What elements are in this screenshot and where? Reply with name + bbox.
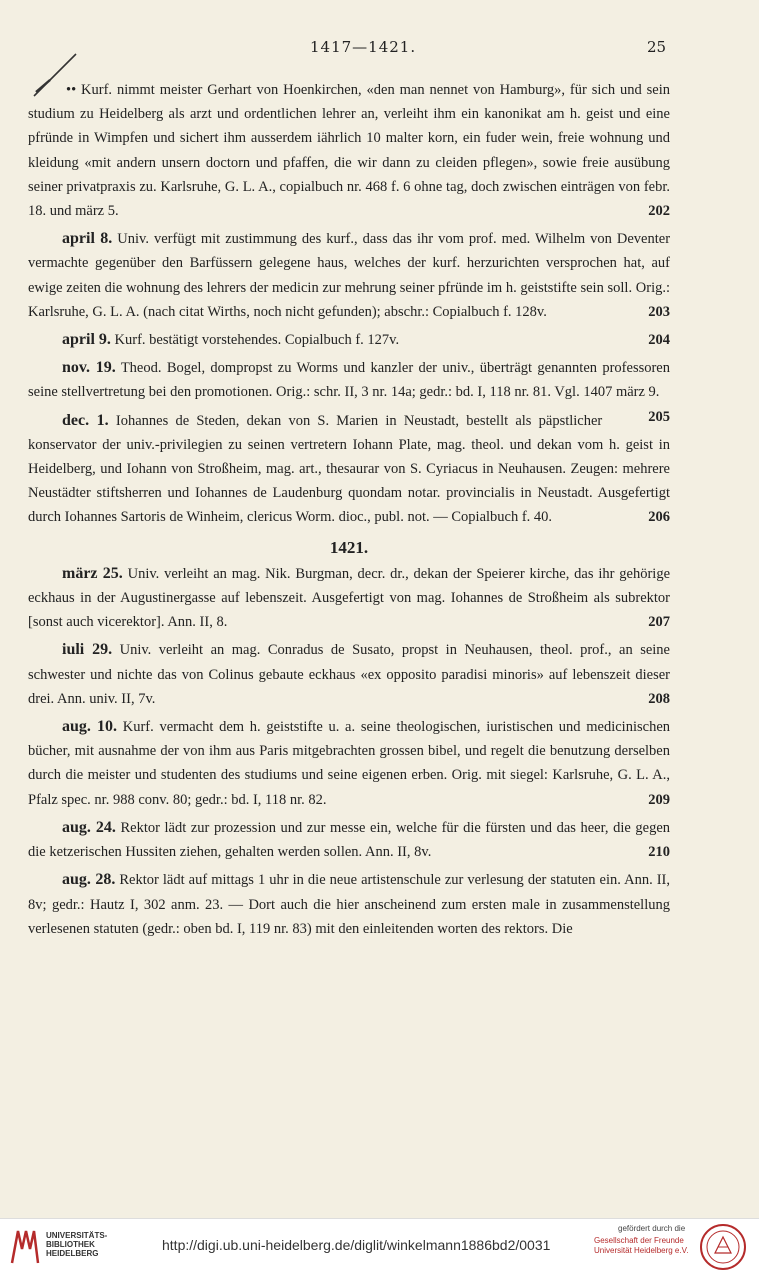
- permalink-url[interactable]: http://digi.ub.uni-heidelberg.de/diglit/winkelmann1886bd2/0031: [162, 1237, 551, 1253]
- entry-text: Iohannes de Steden, dekan von S. Marien in Neustadt, bestellt als päpstlicher konservator der univ.-privilegien zu seinen vertretern Iohann Plate, mag. theol. und dekan vom h. geist in Heidelberg, und Iohann von Stroßheim, mag. art., thesaurar von S. Cyriacus in Neuhausen. Zeugen: mehrere Neustädter stiftsherren und Iohannes de Laudenburg quondam notar. provincialis in Neustadt. Ausgefertigt durch Iohannes Sartoris de Winheim, clericus Worm. dioc., publ. not. — Copialbuch f. 40.: [28, 412, 670, 526]
- header-years: 1417—1421.: [310, 38, 417, 56]
- entry-date: aug. 28.: [62, 871, 116, 889]
- entry-date: märz 25.: [62, 564, 123, 582]
- entry-206: [28, 409, 670, 530]
- entry-date: nov. 19.: [62, 359, 116, 377]
- entry-number: 210: [648, 844, 670, 861]
- entry-210: [28, 816, 670, 864]
- entry-number: 209: [648, 791, 670, 808]
- entry-202: [28, 78, 670, 223]
- entry-204: [28, 328, 670, 352]
- entry-text: Rektor lädt zur prozession und zur messe ein, welche für die fürsten und das heer, die gegen die ketzerischen Hussiten ziehen, gehalten werden sollen. Ann. II, 8v.: [28, 819, 670, 861]
- entry-text: Univ. verleiht an mag. Nik. Burgman, decr. dr., dekan der Speierer kirche, das ihr gehörige eckhaus in der Augustinergasse auf lebenszeit. Ausgefertigt von mag. Iohannes de Stroßheim als subrektor [sonst auch vicerektor]. Ann. II, 8.: [28, 565, 671, 631]
- viewer-footer: [0, 1218, 759, 1273]
- entry-text: Theod. Bogel, dompropst zu Worms und kanzler der univ., überträgt genannten professoren seine stellvertretung bei den promotionen. Orig.: schr. II, 3 nr. 14a; gedr.: bd. I, 118 nr. 81. Vgl. 1407 märz 9.: [28, 360, 670, 401]
- sponsor-block: [578, 1224, 698, 1256]
- entry-number: 202: [648, 203, 670, 220]
- entry-text: Rektor lädt auf mittags 1 uhr in die neue artistenschule zur verlesung der statuten ein. Ann. II, 8v; gedr.: Hautz I, 302 anm. 23. — Dort auch die hier anscheinend zum ersten male in zusammenstellung verlesenen statuten (gedr.: oben bd. I, 119 nr. 83) mit den einleitenden worten des rektors. Die: [28, 872, 671, 937]
- entry-number: 205: [648, 408, 670, 425]
- entry-date: aug. 24.: [62, 818, 116, 836]
- sponsor-org-line2: Universität Heidelberg e.V.: [594, 1246, 689, 1255]
- running-header: [0, 36, 759, 60]
- entry-number: 203: [648, 303, 670, 320]
- library-name: UNIVERSITÄTS-BIBLIOTHEK HEIDELBERG: [46, 1231, 108, 1258]
- entry-text: •• Kurf. nimmt meister Gerhart von Hoenkirchen, «den man nennet von Hamburg», für sich und sein studium zu Heidelberg als arzt und ordentlichen lehrer an, verleiht ihm ein kanonikat am h. geist und eine pfründe in Wimpfen und sichert ihm ausserdem iährlich 10 malter korn, ein fuder wein, freie wohnung und kleidung «mit andern unsern doctorn und pfaffen, die wir dann zu cleiden pflegen», sowie freie ausübung seiner privatpraxis zu. Karlsruhe, G. L. A., copialbuch nr. 468 f. 6 ohne tag, doch zwischen einträgen von febr. 18. und märz 5.: [28, 82, 670, 220]
- entry-number: 206: [648, 509, 670, 526]
- entry-number: 208: [648, 690, 670, 707]
- sponsor-org-line1: Gesellschaft der Freunde: [594, 1236, 684, 1245]
- page-number: 25: [647, 38, 667, 56]
- entry-203: [28, 227, 670, 324]
- year-heading: 1421.: [329, 537, 369, 557]
- entry-208: [28, 638, 670, 711]
- entry-number: 204: [648, 332, 670, 349]
- entry-date: aug. 10.: [62, 718, 117, 736]
- university-library-logo-icon[interactable]: [8, 1227, 42, 1267]
- entry-date: april 9.: [62, 331, 111, 349]
- entry-text: Univ. verfügt mit zustimmung des kurf., dass das ihr vom prof. med. Wilhelm von Deventer vermachte gegenüber den Barfüssern gelegene haus, welches der kurf. herzurichten versprochen hat, auf ewige zeiten die wohnung des lehrers der medicin zur mehrung seiner pfründe im h. geiststifte sein soll. Orig.: Karlsruhe, G. L. A. (nach citat Wirths, noch nicht gefunden); abschr.: Copialbuch f. 128v.: [28, 231, 671, 320]
- entry-number: 207: [648, 614, 670, 631]
- entry-date: dec. 1.: [62, 411, 109, 429]
- entry-207: [28, 562, 670, 635]
- entry-date: april 8.: [62, 230, 113, 248]
- university-seal-icon[interactable]: [699, 1223, 747, 1271]
- page-body: [28, 78, 670, 945]
- entry-209: [28, 715, 670, 812]
- entry-text: Kurf. vermacht dem h. geiststifte u. a. seine theologischen, iuristischen und medicinischen bücher, mit ausnahme der von ihm aus Paris mitgebrachten grossen bibel, und regelt die benutzung derselben durch die meister und studenten des studiums und seine eigenen erben. Orig. mit siegel: Karlsruhe, G. L. A., Pfalz spec. nr. 988 conv. 80; gedr.: bd. I, 118 nr. 82.: [28, 719, 671, 808]
- entry-211: [28, 868, 670, 941]
- entry-text: Kurf. bestätigt vorstehendes. Copialbuch f. 127v.: [114, 332, 400, 349]
- entry-text: Univ. verleiht an mag. Conradus de Susato, propst in Neuhausen, theol. prof., an seine schwester und nichte das von Colinus gebaute eckhaus «ex opposito paradisi minoris» auf lebenszeit dieser drei. Ann. univ. II, 7v.: [28, 642, 670, 707]
- entry-date: iuli 29.: [62, 641, 113, 659]
- sponsor-label: gefördert durch die: [618, 1224, 686, 1233]
